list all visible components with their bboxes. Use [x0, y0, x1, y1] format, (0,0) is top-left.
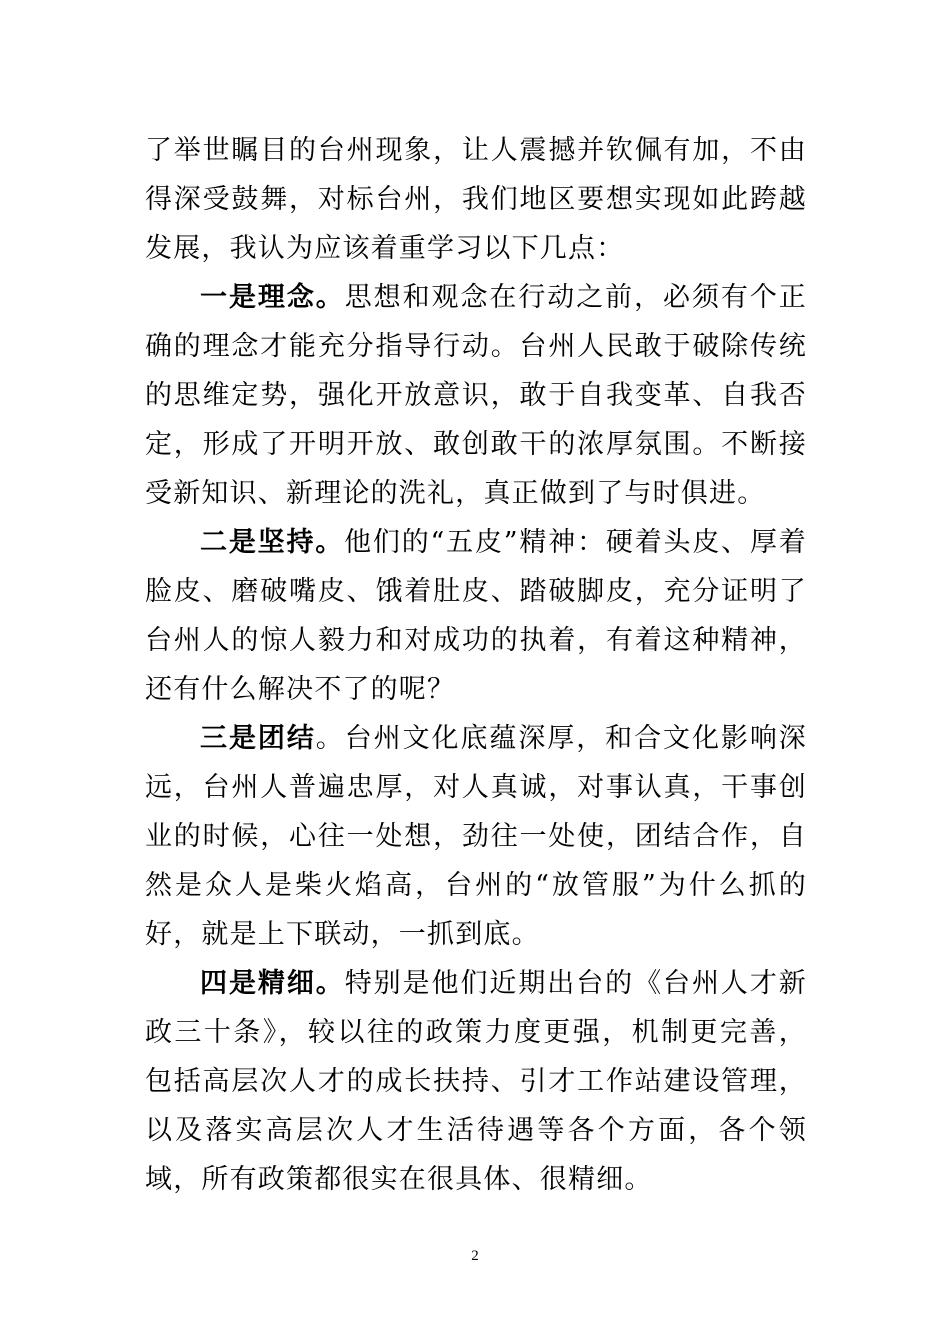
- paragraph-text: 。台州文化底蕴深厚，和合文化影响深远，台州人普遍忠厚，对人真诚，对事认真，干事创业的时候，心往一处想，劲往一处使，团结合作，自然是众人是柴火焰高，台州的“放管服”为什么抓的好，就是上下联动，一抓到底。: [145, 723, 807, 950]
- page-number: 2: [471, 1248, 479, 1264]
- paragraph-text: 特别是他们近期出台的《台州人才新政三十条》，较以往的政策力度更强，机制更完善，包括高层次人才的成长扶持、引才工作站建设管理，以及落实高层次人才生活待遇等各个方面，各个领域，所有政策都很实在很具体、很精细。: [145, 968, 808, 1195]
- paragraph-point-1: [145, 273, 807, 518]
- paragraph-point-2: [145, 518, 807, 714]
- paragraph-point-3: [145, 714, 807, 959]
- paragraph-point-4: [145, 959, 807, 1204]
- document-body: [145, 126, 807, 1204]
- paragraph-text: 他们的“五皮”精神：硬着头皮、厚着脸皮、磨破嘴皮、饿着肚皮、踏破脚皮，充分证明了台州人的惊人毅力和对成功的执着，有着这种精神，还有什么解决不了的呢？: [145, 527, 807, 705]
- paragraph-text: 了举世瞩目的台州现象，让人震撼并钦佩有加，不由得深受鼓舞，对标台州，我们地区要想实现如此跨越发展，我认为应该着重学习以下几点：: [145, 135, 807, 264]
- paragraph-lead: 四是精细。: [200, 968, 345, 999]
- paragraph-lead: 三是团结: [200, 723, 316, 754]
- paragraph-lead: 一是理念。: [200, 282, 345, 313]
- paragraph-intro: [145, 126, 807, 273]
- paragraph-lead: 二是坚持。: [200, 527, 345, 558]
- paragraph-text: 思想和观念在行动之前，必须有个正确的理念才能充分指导行动。台州人民敢于破除传统的思维定势，强化开放意识，敢于自我变革、自我否定，形成了开明开放、敢创敢干的浓厚氛围。不断接受新知识、新理论的洗礼，真正做到了与时俱进。: [145, 282, 808, 509]
